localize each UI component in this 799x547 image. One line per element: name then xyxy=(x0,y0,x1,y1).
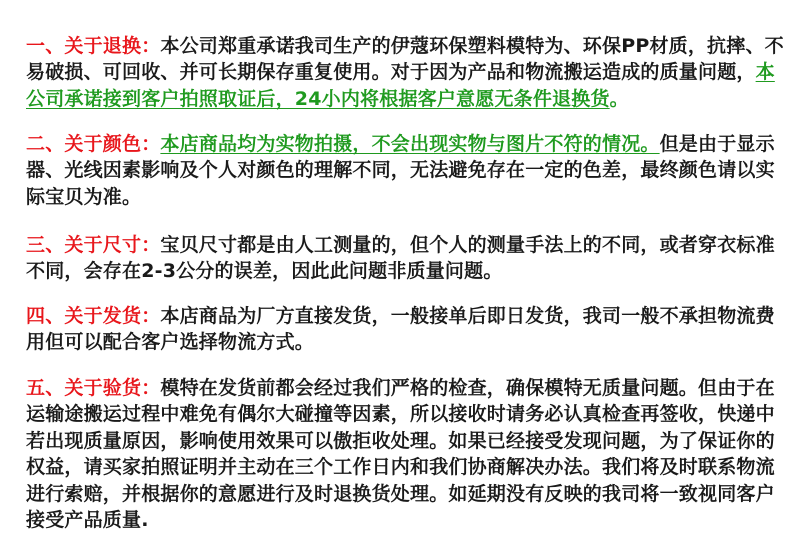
section-color-highlight: 本店商品均为实物拍摄，不会出现实物与图片不符的情况。 xyxy=(160,133,660,155)
section-inspection-heading: 五、关于验货： xyxy=(26,377,161,399)
section-returns-end-mark: 。 xyxy=(609,87,629,110)
section-returns-text: 本公司郑重承诺我司生产的伊蔻环保塑料模特为、环保PP材质，抗摔、不易破损、可回收、并可长期保存重复使用。对于因为产品和物流搬运造成的质量问题， xyxy=(26,35,784,84)
section-color-text: 但是由于显示器、光线因素影响及个人对颜色的理解不同，无法避免存在一定的色差，最终颜色请以实际宝贝为准。 xyxy=(26,133,775,208)
section-inspection xyxy=(26,375,786,533)
section-shipping xyxy=(26,303,786,356)
section-returns-highlight: 本公司承诺接到客户拍照取证后，24小内将根据客户意愿无条件退换货 xyxy=(26,61,775,110)
section-color xyxy=(26,131,786,210)
section-returns-heading: 一、关于退换： xyxy=(26,35,161,57)
section-size-heading: 三、关于尺寸： xyxy=(26,234,161,256)
section-color-heading: 二、关于颜色： xyxy=(26,133,161,155)
section-size-text: 宝贝尺寸都是由人工测量的，但个人的测量手法上的不同，或者穿衣标准不同，会存在2-3公分的误差，因此此问题非质量问题。 xyxy=(26,234,775,283)
section-shipping-heading: 四、关于发货： xyxy=(26,305,161,327)
section-returns xyxy=(26,33,786,112)
section-inspection-text: 模特在发货前都会经过我们严格的检查，确保模特无质量问题。但由于在运输途搬运过程中难免有偶尔大碰撞等因素，所以接收时请务必认真检查再签收，快递中若出现质量原因，影响使用效果可以傲拒收处理。如果已经接受发现问题，为了保证你的权益，请买家拍照证明并主动在三个工作日内和我们协商解决办法。我们将及时联系物流进行索赔，并根据你的意愿进行及时退换货处理。如延期没有反映的我司将一致视同客户接受产品质量. xyxy=(26,377,775,532)
section-size xyxy=(26,232,786,285)
section-shipping-text: 本店商品为厂方直接发货，一般接单后即日发货，我司一般不承担物流费用但可以配合客户选择物流方式。 xyxy=(26,305,775,354)
